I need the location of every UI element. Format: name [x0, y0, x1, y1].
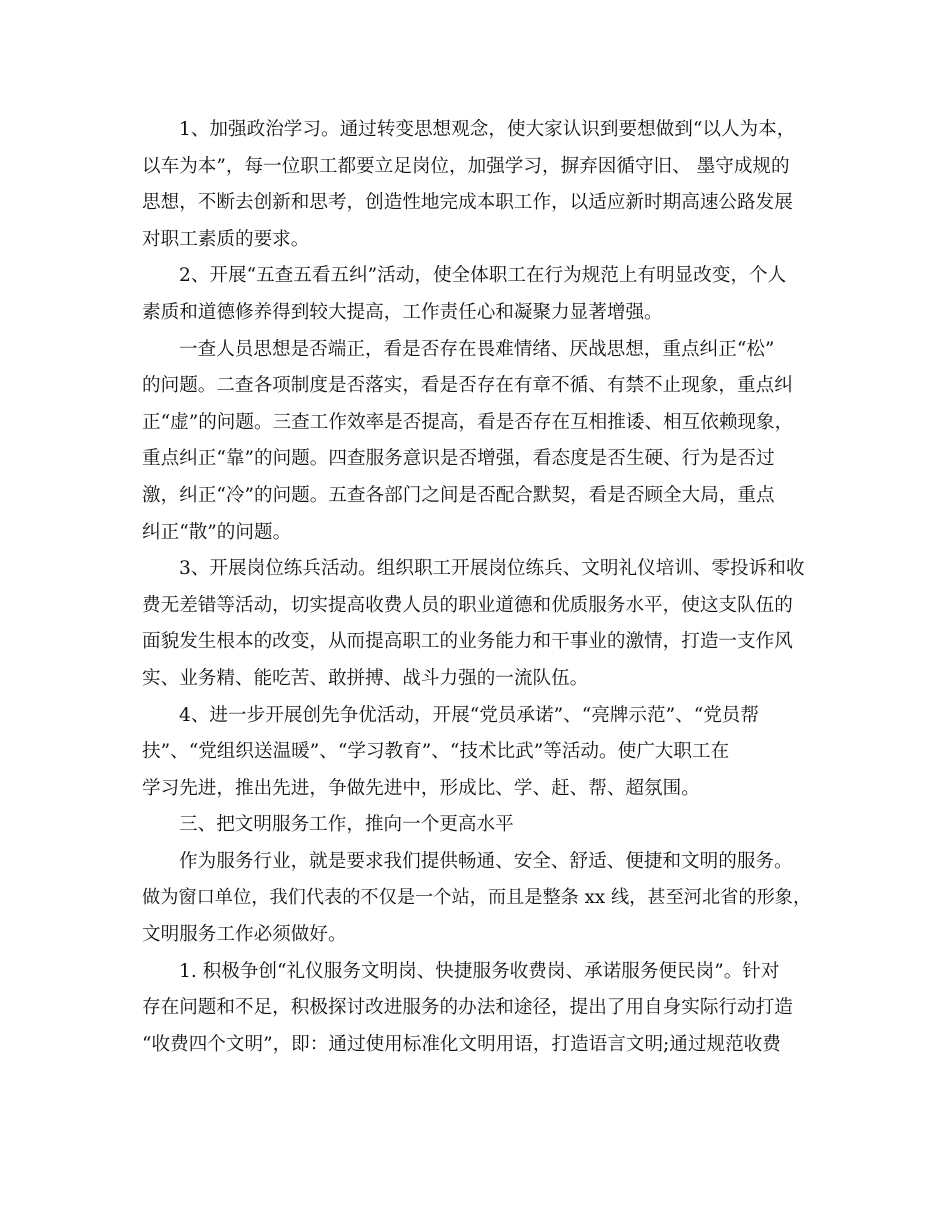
text-line: 激，纠正“冷”的问题。五查各部门之间是否配合默契，看是否顾全大局，重点	[142, 484, 775, 506]
text-line: 作为服务行业，就是要求我们提供畅通、安全、舒适、便捷和文明的服务。	[179, 850, 793, 872]
text-line: 学习先进，推出先进，争做先进中，形成比、学、赶、帮、超氛围。	[142, 777, 700, 799]
text-line: 2、开展“五查五看五纠”活动，使全体职工在行为规范上有明显改变，个人	[179, 265, 787, 287]
text-line: 以车为本”，每一位职工都要立足岗位，加强学习，摒弃因循守旧、 墨守成规的	[142, 155, 790, 177]
text-line: 一查人员思想是否端正，看是否存在畏难情绪、厌战思想，重点纠正“松”	[179, 338, 775, 360]
text-line: 对职工素质的要求。	[142, 228, 310, 250]
text-line: 费无差错等活动，切实提高收费人员的职业道德和优质服务水平，使这支队伍的	[142, 594, 793, 616]
text-line: 4、进一步开展创先争优活动，开展“党员承诺”、“亮牌示范”、“党员帮	[179, 704, 759, 726]
text-line: 3、开展岗位练兵活动。组织职工开展岗位练兵、文明礼仪培训、零投诉和收	[179, 558, 805, 580]
text-line: 存在问题和不足，积极探讨改进服务的办法和途径，提出了用自身实际行动打造	[142, 997, 793, 1019]
text-line: 1、加强政治学习。通过转变思想观念，使大家认识到要想做到“以人为本，	[179, 119, 796, 140]
text-line: 素质和道德修养得到较大提高，工作责任心和凝聚力显著增强。	[142, 301, 663, 323]
text-line: 的问题。二查各项制度是否落实，看是否存在有章不循、有禁不止现象，重点纠	[142, 375, 793, 397]
text-line: 重点纠正“靠”的问题。四查服务意识是否增强，看态度是否生硬、行为是否过	[142, 448, 775, 470]
text-line: 纠正“散”的问题。	[142, 521, 292, 543]
text-line: 实、业务精、能吃苦、敢拼搏、战斗力强的一流队伍。	[142, 667, 589, 689]
text-line: 三、把文明服务工作，推向一个更高水平	[179, 814, 514, 836]
text-line: “收费四个文明”，即：通过使用标准化文明用语，打造语言文明;通过规范收费	[142, 1033, 781, 1055]
text-line: 面貌发生根本的改变，从而提高职工的业务能力和干事业的激情，打造一支作风	[142, 631, 793, 653]
text-line: 做为窗口单位，我们代表的不仅是一个站，而且是整条 xx 线，甚至河北省的形象，	[142, 887, 812, 909]
text-line: 扶”、“党组织送温暖”、“学习教育”、“技术比武”等活动。使广大职工在	[142, 741, 730, 763]
text-line: 正“虚”的问题。三查工作效率是否提高，看是否存在互相推诿、相互依赖现象，	[142, 411, 794, 433]
text-line: 文明服务工作必须做好。	[142, 924, 347, 946]
text-line: 1. 积极争创“礼仪服务文明岗、快捷服务收费岗、承诺服务便民岗”。针对	[179, 960, 780, 982]
text-line: 思想，不断去创新和思考，创造性地完成本职工作，以适应新时期高速公路发展	[142, 192, 793, 214]
document-body	[142, 112, 812, 1063]
